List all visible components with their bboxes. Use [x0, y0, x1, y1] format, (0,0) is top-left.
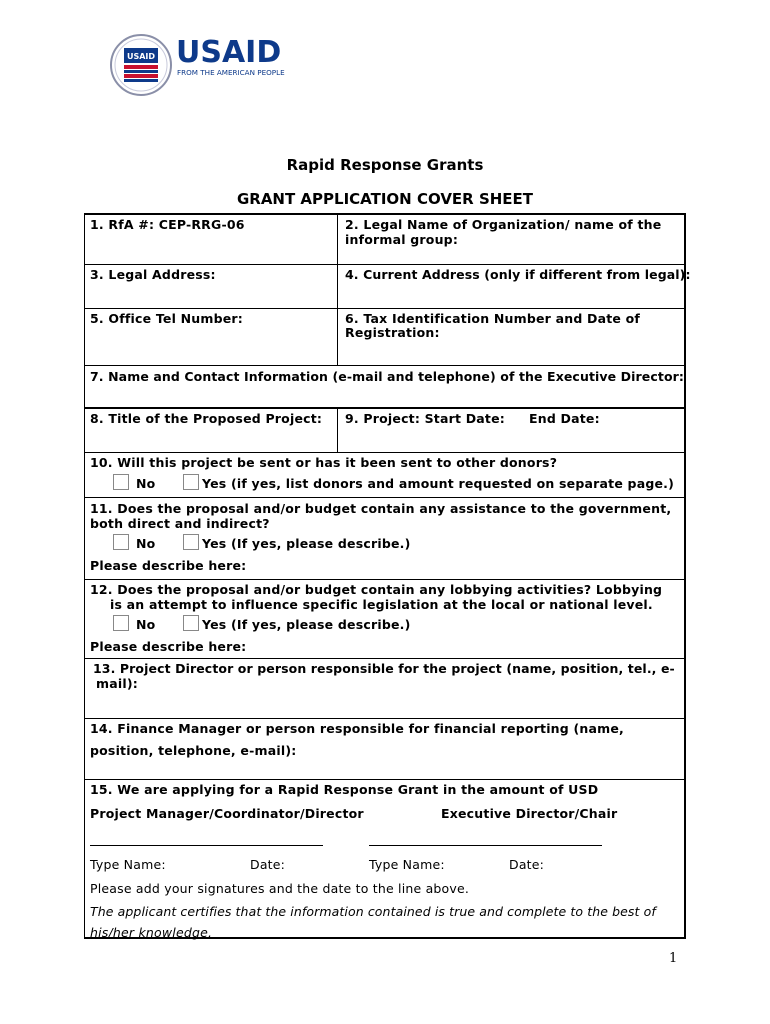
field-legal-name-label: 2. Legal Name of Organization/ name of the — [345, 217, 662, 232]
field-start-date-label: 9. Project: Start Date: — [345, 411, 505, 426]
field-rfa-number: 1. RfA #: CEP-RRG-06 — [90, 217, 245, 232]
field-end-date-label: End Date: — [529, 411, 600, 426]
question-13: 13. Project Director or person responsible for the project (name, position, tel., e- — [93, 661, 675, 676]
field-legal-name-label-cont: informal group: — [345, 232, 459, 247]
usaid-logo — [100, 20, 322, 98]
type-name-left: Type Name: — [90, 857, 166, 872]
field-tax-id-label: 6. Tax Identification Number and Date of — [345, 311, 641, 326]
q10-yes-label: Yes (if yes, list donors and amount requested on separate page.) — [202, 476, 675, 491]
field-office-tel-label: 5. Office Tel Number: — [90, 311, 243, 326]
question-15: 15. We are applying for a Rapid Response Grant in the amount of USD — [90, 782, 599, 797]
signature-line-left[interactable] — [90, 845, 323, 846]
q11-no-checkbox[interactable] — [113, 534, 129, 550]
question-11: 11. Does the proposal and/or budget contain any assistance to the government, — [90, 501, 672, 516]
certification-text-cont: his/her knowledge. — [90, 925, 213, 940]
question-12-cont: is an attempt to influence specific legislation at the local or national level. — [110, 597, 653, 612]
row-divider — [84, 779, 686, 780]
row-divider — [84, 452, 686, 453]
field-executive-director-label: 7. Name and Contact Information (e-mail and telephone) of the Executive Director: — [90, 369, 685, 384]
type-name-right: Type Name: — [369, 857, 445, 872]
q11-describe-label: Please describe here: — [90, 558, 247, 573]
row-divider — [84, 264, 686, 265]
row-divider — [84, 579, 686, 580]
row-divider — [84, 365, 686, 366]
q12-no-label: No — [136, 617, 156, 632]
date-left: Date: — [250, 857, 286, 872]
certification-text: The applicant certifies that the information contained is true and complete to the best of — [90, 904, 656, 919]
q12-no-checkbox[interactable] — [113, 615, 129, 631]
row-divider — [84, 407, 686, 409]
row-divider — [84, 308, 686, 309]
question-13-cont: mail): — [96, 676, 138, 691]
field-current-address-label: 4. Current Address (only if different from legal): — [345, 267, 691, 282]
page-title: Rapid Response Grants — [286, 156, 484, 174]
field-legal-address-label: 3. Legal Address: — [90, 267, 216, 282]
q10-yes-checkbox[interactable] — [183, 474, 199, 490]
field-project-title-label: 8. Title of the Proposed Project: — [90, 411, 323, 426]
q10-no-label: No — [136, 476, 156, 491]
signature-line-right[interactable] — [369, 845, 602, 846]
row-divider — [84, 658, 686, 659]
q11-yes-label: Yes (If yes, please describe.) — [202, 536, 411, 551]
svg-text:USAID: USAID — [126, 52, 156, 61]
q12-describe-label: Please describe here: — [90, 639, 247, 654]
field-tax-id-label-cont: Registration: — [345, 325, 440, 340]
q12-yes-checkbox[interactable] — [183, 615, 199, 631]
question-14-cont: position, telephone, e-mail): — [90, 743, 297, 758]
signature-instruction: Please add your signatures and the date to the line above. — [90, 881, 470, 896]
signature-left-role: Project Manager/Coordinator/Director — [90, 806, 364, 821]
question-12: 12. Does the proposal and/or budget contain any lobbying activities? Lobbying — [90, 582, 663, 597]
logo-tagline: FROM THE AMERICAN PEOPLE — [177, 68, 285, 77]
question-10: 10. Will this project be sent or has it been sent to other donors? — [90, 455, 558, 470]
row-divider — [84, 497, 686, 498]
page-number: 1 — [669, 951, 678, 966]
q11-no-label: No — [136, 536, 156, 551]
signature-right-role: Executive Director/Chair — [441, 806, 618, 821]
column-divider — [337, 214, 338, 365]
q12-yes-label: Yes (If yes, please describe.) — [202, 617, 411, 632]
page-subtitle: GRANT APPLICATION COVER SHEET — [236, 190, 534, 208]
date-right: Date: — [509, 857, 545, 872]
question-11-cont: both direct and indirect? — [90, 516, 270, 531]
q11-yes-checkbox[interactable] — [183, 534, 199, 550]
row-divider — [84, 718, 686, 719]
question-14: 14. Finance Manager or person responsible for financial reporting (name, — [90, 721, 624, 736]
logo-brand: USAID — [176, 35, 282, 70]
q10-no-checkbox[interactable] — [113, 474, 129, 490]
column-divider — [337, 408, 338, 452]
